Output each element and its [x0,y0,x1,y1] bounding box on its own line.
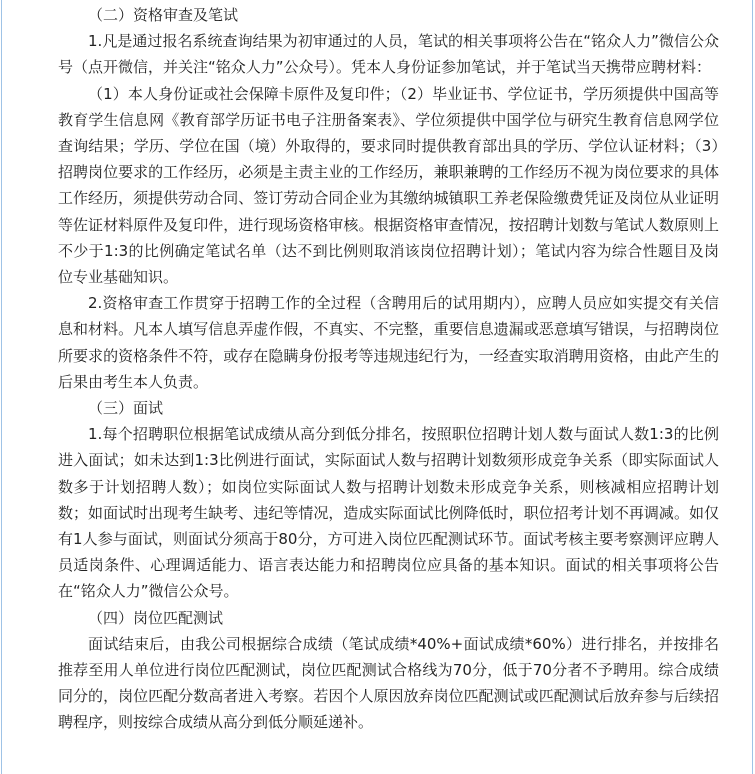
paragraph-qualification-throughout: 2.资格审查工作贯穿于招聘工作的全过程（含聘用后的试用期内），应聘人员应如实提交有关信息和材料。凡本人填写信息弄虚作假，不真实、不完整，重要信息遗漏或恶意填写错误，与招聘岗位所要求的资格条件不符，或存在隐瞒身份报考等违规违纪行为，一经查实取消聘用资格，由此产生的后果由考生本人负责。 [58,294,719,391]
right-border-line [752,0,753,774]
document-body [58,2,719,736]
section-heading-matching-test: （四）岗位匹配测试 [88,608,224,627]
section-heading-interview: （三）面试 [88,399,164,418]
paragraph-written-exam-notice: 1.凡是通过报名系统查询结果为初审通过的人员，笔试的相关事项将公告在“铭众人力”微信公众号（点开微信，并关注“铭众人力”公众号）。凭本人身份证参加笔试，并于笔试当天携带应聘材料： [58,32,719,77]
section-heading-qualification-review: （二）资格审查及笔试 [88,6,239,24]
paragraph-matching-test-rules: 面试结束后，由我公司根据综合成绩（笔试成绩*40%+面试成绩*60%）进行排名，并按排名推荐至用人单位进行岗位匹配测试，岗位匹配测试合格线为70分，低于70分者不予聘用。综合成绩同分的，岗位匹配分数高者进入考察。若因个人原因放弃岗位匹配测试或匹配测试后放弃参与后续招聘程序，则按综合成绩从高分到低分顺延递补。 [58,634,719,732]
left-border-line [1,0,2,774]
paragraph-interview-rules: 1.每个招聘职位根据笔试成绩从高分到低分排名，按照职位招聘计划人数与面试人数1:3的比例进入面试；如未达到1:3比例进行面试，实际面试人数与招聘计划数须形成竞争关系（即实际面试人数多于计划招聘人数）；如岗位实际面试人数与招聘计划数未形成竞争关系，则核减相应招聘计划数；如面试时出现考生缺考、违纪等情况，造成实际面试比例降低时，职位招考计划不再调减。如仅有1人参与面试，则面试分须高于80分，方可进入岗位匹配测试环节。面试考核主要考察测评应聘人员适岗条件、心理调适能力、语言表达能力和招聘岗位应具备的基本知识。面试的相关事项将公告在“铭众人力”微信公众号。 [58,425,719,601]
paragraph-application-materials: （1）本人身份证或社会保障卡原件及复印件；（2）毕业证书、学位证书，学历须提供中国高等教育学生信息网《教育部学历证书电子注册备案表》、学位须提供中国学位与研究生教育信息网学位查询结果；学历、学位在国（境）外取得的，要求同时提供教育部出具的学历、学位认证材料；（3）招聘岗位要求的工作经历，必须是主责主业的工作经历，兼职兼聘的工作经历不视为岗位要求的具体工作经历，须提供劳动合同、签订劳动合同企业为其缴纳城镇职工养老保险缴费凭证及岗位从业证明等佐证材料原件及复印件，进行现场资格审核。根据资格审查情况，按招聘计划数与笔试人数原则上不少于1:3的比例确定笔试名单（达不到比例则取消该岗位招聘计划）；笔试内容为综合性题目及岗位专业基础知识。 [58,84,719,287]
